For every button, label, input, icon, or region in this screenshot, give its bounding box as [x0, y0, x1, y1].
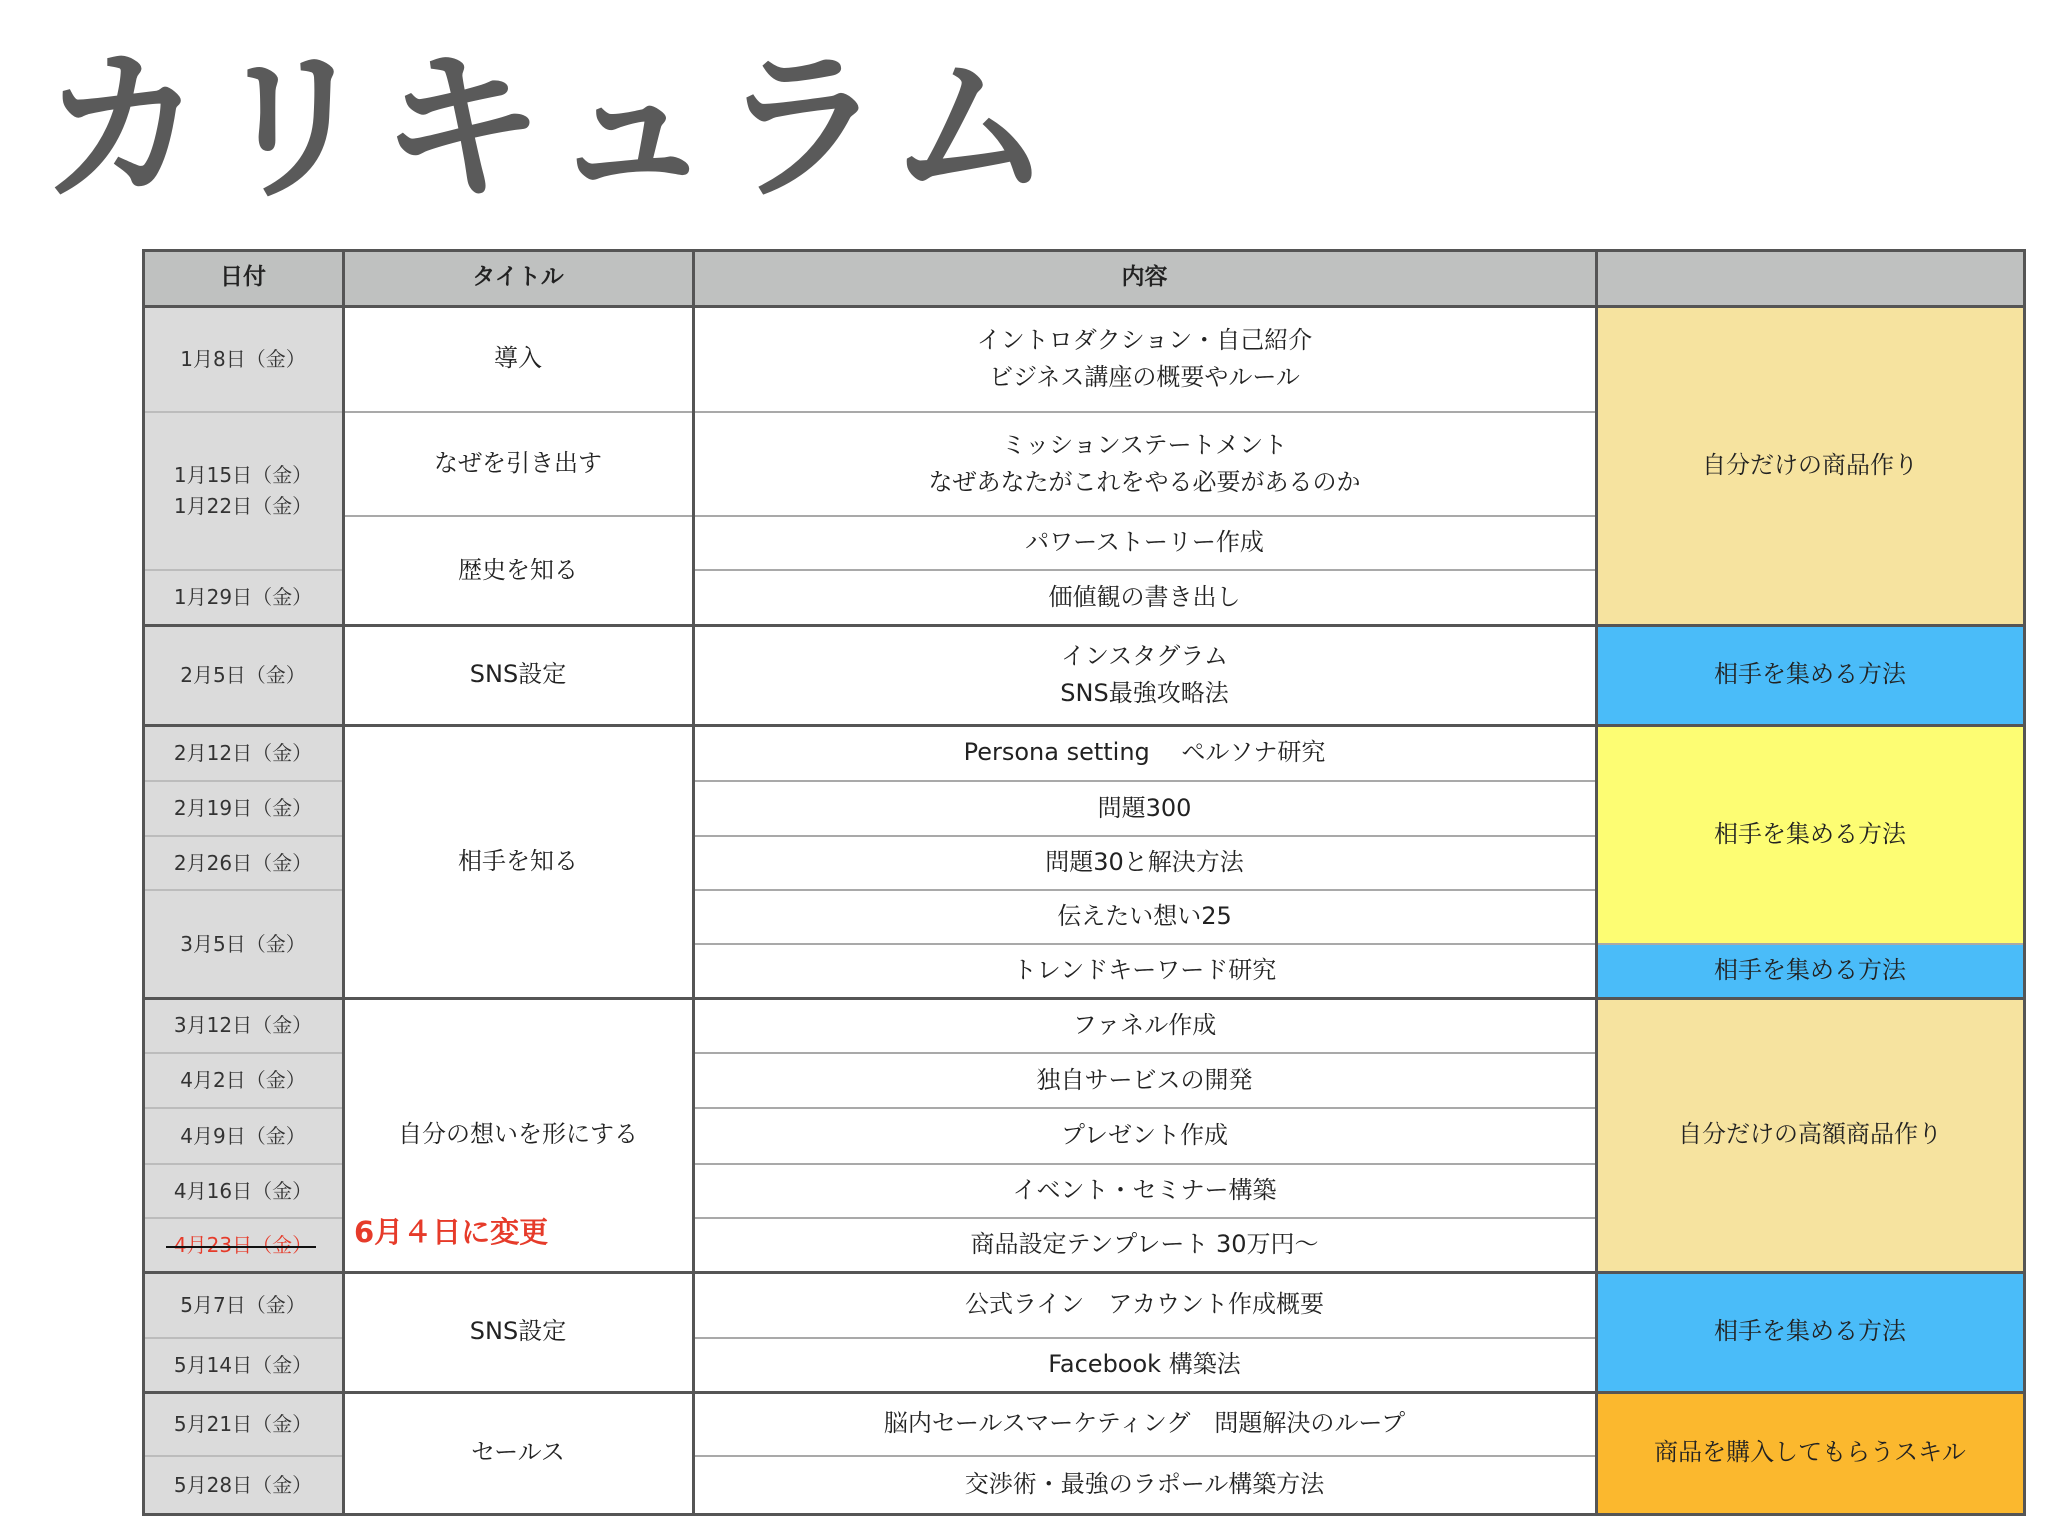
cell-text-line: 4月23日（金）: [174, 1230, 312, 1261]
cell-text-line: 公式ライン アカウント作成概要: [964, 1290, 1325, 1319]
date-cell: [143, 625, 343, 725]
title-separator: [343, 515, 693, 517]
date-separator: [143, 1217, 343, 1219]
date-cell: [143, 1053, 343, 1108]
cell-text-line: 5月7日（金）: [180, 1292, 306, 1317]
cell-text-line: 相手を知る: [458, 846, 578, 875]
content-separator: [693, 1107, 1596, 1109]
column-border: [342, 250, 345, 1514]
goal-cell: [1596, 998, 2024, 1272]
date-separator: [143, 411, 343, 413]
date-cell: [143, 836, 343, 890]
cell-text-line: 1月15日（金）: [173, 463, 313, 487]
date-cell: [143, 1218, 343, 1272]
goal-cell: [1596, 1272, 2024, 1392]
date-cell: [143, 998, 343, 1053]
header-bottom-border: [143, 305, 2024, 308]
header-cell: [143, 250, 343, 306]
cell-text-line: 3月5日（金）: [180, 931, 306, 956]
content-cell: [693, 944, 1596, 998]
cell-text-line: Persona setting ペルソナ研究: [963, 738, 1326, 767]
cell-text-line: 3月12日（金）: [173, 1013, 313, 1037]
content-cell: [693, 1272, 1596, 1338]
content-separator: [693, 1052, 1596, 1054]
date-separator: [143, 1337, 343, 1339]
cell-text-line: 問題30と解決方法: [1045, 848, 1244, 877]
cell-text-line: 相手を集める方法: [1714, 956, 1906, 985]
cell-text-line: 2月5日（金）: [180, 662, 306, 687]
cell-text-line: パワーストーリー作成: [1025, 528, 1264, 557]
date-cell: [143, 1392, 343, 1456]
cell-text-line: ビジネス講座の概要やルール: [989, 363, 1300, 391]
page-title: カリキュラム: [40, 32, 1059, 223]
group-separator: [143, 997, 2024, 1000]
cell-text-line: なぜを引き出す: [434, 449, 602, 478]
cell-text-line: Facebook 構築法: [1048, 1350, 1241, 1379]
cell-text-line: トレンドキーワード研究: [1012, 956, 1277, 985]
date-separator: [143, 835, 343, 837]
cell-text-line: 5月21日（金）: [173, 1411, 313, 1436]
cell-text-line: 問題300: [1097, 793, 1192, 822]
content-separator: [693, 569, 1596, 571]
content-cell: [693, 306, 1596, 412]
cell-text-line: 伝えたい想い25: [1057, 902, 1232, 931]
table-left-border: [142, 250, 145, 1514]
cell-text-line: 相手を集める方法: [1714, 1317, 1906, 1346]
group-separator: [143, 1391, 2024, 1394]
cell-text-line: 内容: [1121, 264, 1168, 291]
date-separator: [143, 889, 343, 891]
content-cell: [693, 1456, 1596, 1514]
title-cell: [343, 625, 693, 725]
header-cell-goal: [1596, 250, 2024, 306]
content-cell: [693, 1164, 1596, 1218]
cell-text-line: 4月9日（金）: [180, 1123, 306, 1148]
date-separator: [143, 1163, 343, 1165]
goal-cell: [1596, 306, 2024, 625]
cell-text-line: 日付: [220, 264, 266, 291]
cell-text-line: 導入: [494, 344, 542, 373]
date-cell: [143, 1272, 343, 1338]
content-cell: [693, 516, 1596, 570]
table-bottom-border: [142, 1513, 2026, 1516]
content-cell: [693, 781, 1596, 836]
cell-text-line: SNS最強攻略法: [1060, 679, 1229, 707]
cell-text-line: イントロダクション・自己紹介: [976, 325, 1313, 354]
cell-text-line: 自分だけの高額商品作り: [1678, 1120, 1942, 1149]
date-cell: [143, 725, 343, 781]
content-separator: [693, 1337, 1596, 1339]
content-cell: [693, 570, 1596, 625]
content-cell: [693, 1338, 1596, 1392]
cell-text-line: インスタグラム: [1060, 641, 1229, 670]
content-separator: [693, 835, 1596, 837]
date-cell: [143, 1338, 343, 1392]
cell-text-line: ファネル作成: [1072, 1010, 1217, 1039]
table-top-border: [142, 249, 2026, 252]
column-border: [1595, 250, 1598, 1514]
date-cell: [143, 781, 343, 836]
cell-text-line: 価値観の書き出し: [1048, 582, 1241, 611]
title-cell: [343, 1392, 693, 1514]
table-right-border: [2023, 250, 2026, 1514]
content-cell: [693, 1053, 1596, 1108]
date-cell: [143, 1164, 343, 1218]
cell-text-line: プレゼント作成: [1060, 1121, 1229, 1150]
cell-text-line: 商品設定テンプレート 30万円〜: [970, 1230, 1319, 1259]
title-separator: [343, 411, 693, 413]
cell-text-line: 1月22日（金）: [173, 494, 313, 518]
goal-cell: [1596, 944, 2024, 998]
cell-text-line: 自分の想いを形にする: [398, 1120, 638, 1149]
cell-text-line: 5月14日（金）: [173, 1352, 313, 1377]
cell-text-line: 歴史を知る: [458, 555, 578, 584]
cell-text-line: 2月19日（金）: [173, 796, 313, 820]
cell-text-line: SNS設定: [469, 660, 567, 689]
date-cell: [143, 412, 343, 570]
date-cell: [143, 1108, 343, 1164]
cell-text-line: イベント・セミナー構築: [1012, 1176, 1277, 1205]
cell-text-line: ミッションステートメント: [1001, 430, 1288, 459]
date-cell: [143, 570, 343, 625]
cell-text-line: 1月29日（金）: [173, 585, 313, 609]
date-separator: [143, 1052, 343, 1054]
content-cell: [693, 836, 1596, 890]
cell-text-line: 交渉術・最強のラポール構築方法: [964, 1470, 1325, 1499]
cell-text-line: 自分だけの商品作り: [1702, 450, 1918, 479]
goal-separator: [1596, 943, 2024, 945]
title-cell: [343, 725, 693, 998]
date-separator: [143, 1455, 343, 1457]
column-border: [692, 250, 695, 1514]
goal-cell: [1596, 625, 2024, 725]
title-cell: [343, 412, 693, 516]
header-cell: [343, 250, 693, 306]
cell-text-line: 2月12日（金）: [173, 740, 313, 765]
group-separator: [143, 1271, 2024, 1274]
cell-text-line: 相手を集める方法: [1714, 819, 1906, 848]
content-separator: [693, 780, 1596, 782]
content-cell: [693, 412, 1596, 516]
cell-text-line: 5月28日（金）: [173, 1472, 313, 1497]
content-separator: [693, 889, 1596, 891]
content-separator: [693, 1455, 1596, 1457]
content-separator: [693, 1163, 1596, 1165]
cell-text-line: 1月8日（金）: [180, 346, 306, 371]
date-separator: [143, 569, 343, 571]
cell-text-line: なぜあなたがこれをやる必要があるのか: [928, 468, 1361, 496]
date-cell: [143, 1456, 343, 1514]
content-cell: [693, 998, 1596, 1053]
title-cell: [343, 306, 693, 412]
goal-cell: [1596, 1392, 2024, 1514]
content-separator: [693, 943, 1596, 945]
date-separator: [143, 780, 343, 782]
content-separator: [693, 515, 1596, 517]
content-separator: [693, 1217, 1596, 1219]
cell-text-line: 商品を購入してもらうスキル: [1654, 1438, 1966, 1467]
content-cell: [693, 1392, 1596, 1456]
cell-text-line: 4月2日（金）: [180, 1068, 306, 1092]
goal-cell: [1596, 725, 2024, 944]
date-cell: [143, 890, 343, 998]
title-cell: [343, 1272, 693, 1392]
schedule-change-note: 6月４日に変更: [354, 1215, 549, 1249]
cell-text-line: 2月26日（金）: [173, 850, 313, 875]
cell-text-line: セールス: [471, 1438, 565, 1467]
cell-text-line: SNS設定: [469, 1317, 567, 1346]
content-cell: [693, 1108, 1596, 1164]
date-separator: [143, 1107, 343, 1109]
cell-text-line: 独自サービスの開発: [1036, 1065, 1253, 1094]
content-cell: [693, 625, 1596, 725]
title-cell: [343, 516, 693, 625]
content-cell: [693, 890, 1596, 944]
cell-text-line: タイトル: [472, 264, 564, 291]
date-cell: [143, 306, 343, 412]
cell-text-line: 相手を集める方法: [1714, 660, 1906, 689]
cell-text-line: 脳内セールスマーケティング 問題解決のループ: [883, 1409, 1406, 1438]
content-cell: [693, 1218, 1596, 1272]
content-cell: [693, 725, 1596, 781]
cell-text-line: 4月16日（金）: [173, 1178, 313, 1203]
header-cell: [693, 250, 1596, 306]
content-separator: [693, 411, 1596, 413]
group-separator: [143, 724, 2024, 727]
group-separator: [143, 624, 2024, 627]
